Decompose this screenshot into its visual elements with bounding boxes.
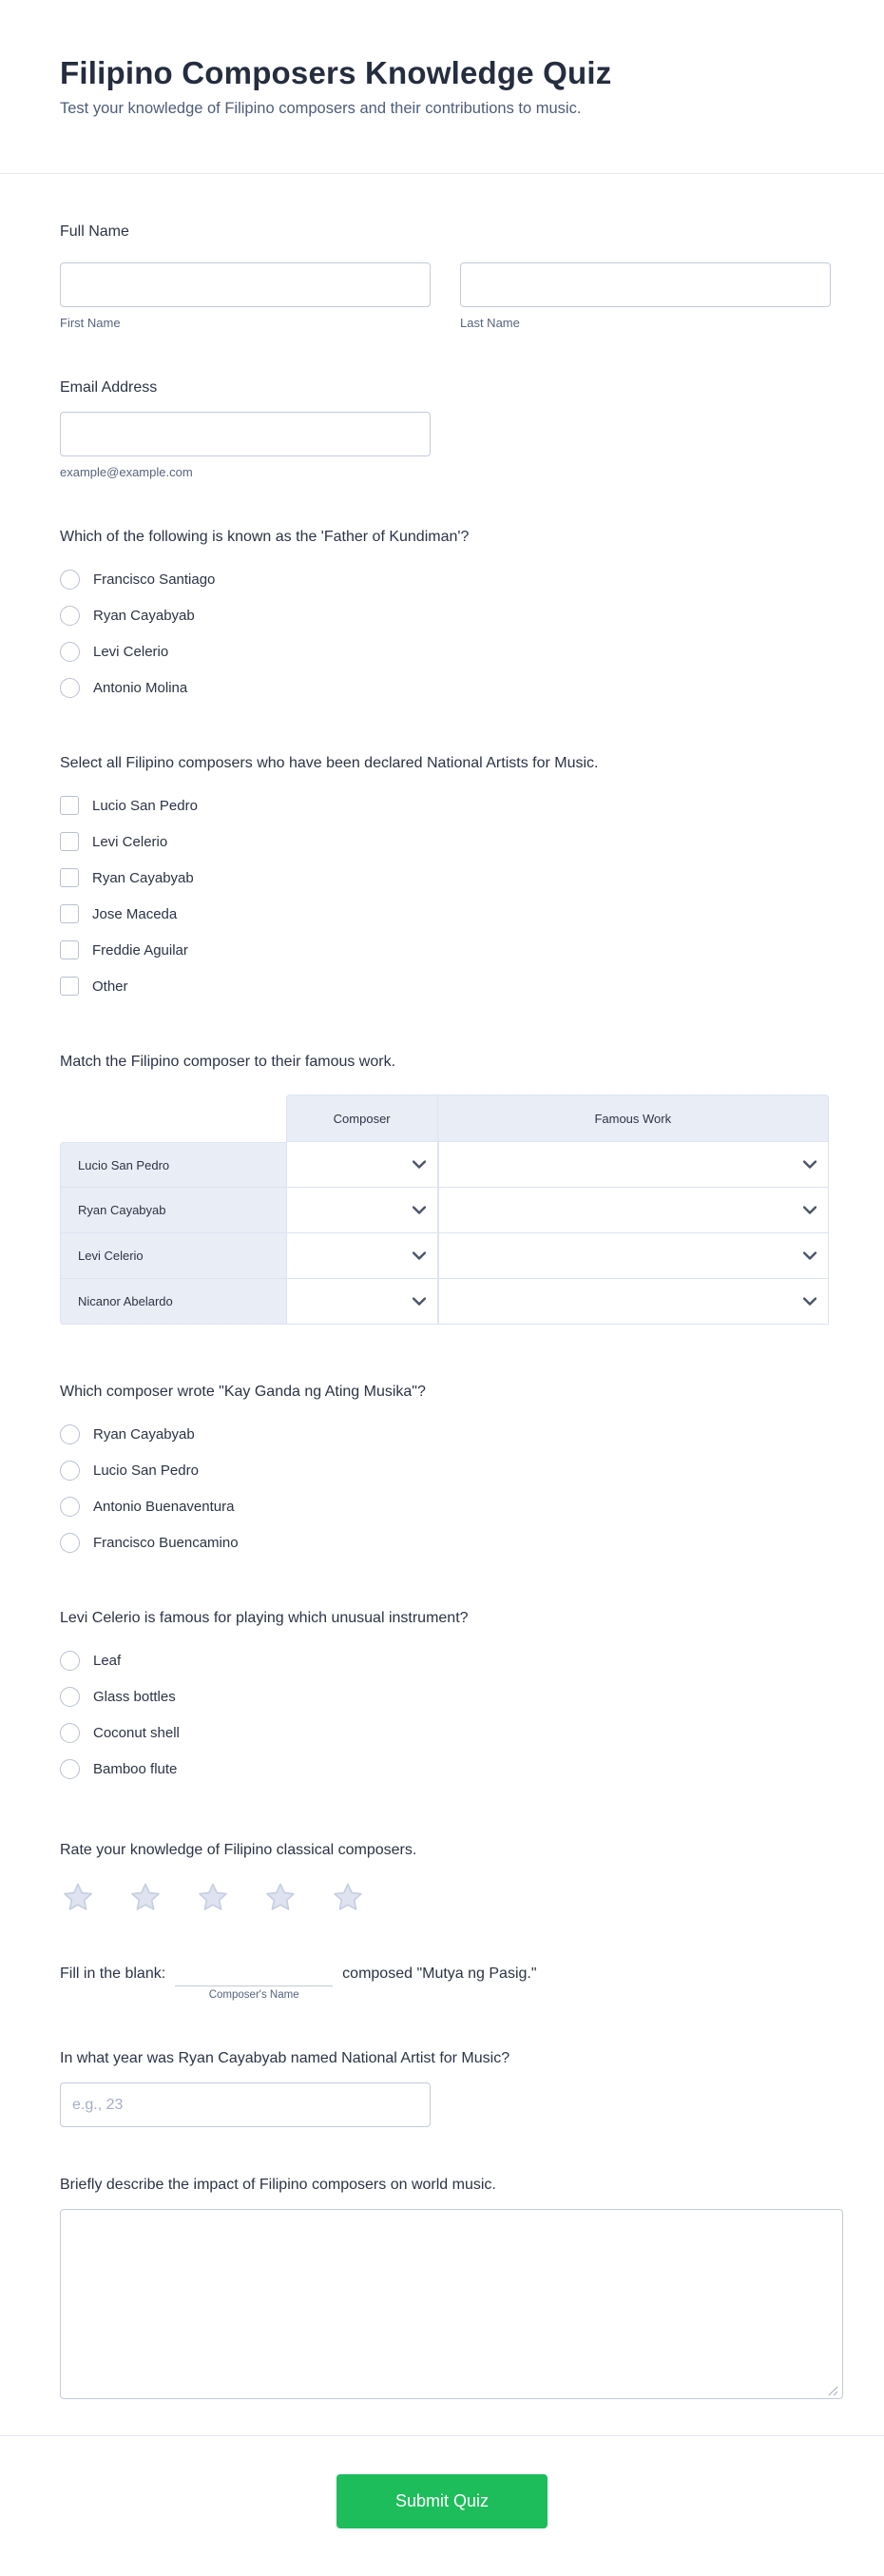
radio-icon[interactable] (60, 1687, 80, 1707)
composer-select[interactable] (286, 1142, 438, 1188)
matrix-row-header: Nicanor Abelardo (60, 1279, 286, 1325)
question-label: Which of the following is known as the 'Father of Kundiman'? (60, 529, 470, 545)
radio-option-label: Antonio Buenaventura (93, 1498, 235, 1515)
radio-option-label: Francisco Buencamino (93, 1534, 239, 1551)
checkbox-option[interactable] (60, 896, 829, 932)
question-kay-ganda (60, 1384, 829, 1560)
radio-option[interactable] (60, 633, 829, 669)
question-match-composer (60, 1054, 829, 1325)
question-fill-blank (60, 1966, 829, 2001)
checkbox-option[interactable] (60, 968, 829, 1004)
full-name-label: Full Name (60, 223, 129, 240)
chevron-down-icon (803, 1297, 817, 1306)
radio-option-label: Ryan Cayabyab (93, 607, 195, 624)
email-sublabel: example@example.com (60, 465, 193, 479)
question-label: Briefly describe the impact of Filipino composers on world music. (60, 2177, 496, 2193)
submit-bar (0, 2435, 884, 2576)
question-rating (60, 1842, 829, 1916)
checkbox-option[interactable] (60, 860, 829, 896)
fill-blank-suffix: composed "Mutya ng Pasig." (342, 1966, 537, 1982)
radio-option[interactable] (60, 1678, 829, 1714)
radio-icon[interactable] (60, 1461, 80, 1481)
submit-button[interactable]: Submit Quiz (336, 2474, 548, 2528)
email-field (60, 379, 829, 479)
famous-work-select[interactable] (438, 1188, 829, 1233)
star-rating (60, 1880, 829, 1916)
star-icon[interactable] (60, 1880, 96, 1916)
fill-blank-prefix: Fill in the blank: (60, 1966, 166, 1982)
chevron-down-icon (413, 1251, 426, 1260)
matrix-column-header: Famous Work (438, 1094, 829, 1142)
question-national-artists (60, 755, 829, 1004)
checkbox-option-label: Lucio San Pedro (92, 797, 198, 814)
radio-option-label: Glass bottles (93, 1688, 176, 1705)
chevron-down-icon (413, 1297, 426, 1306)
resize-handle-icon[interactable] (828, 2386, 838, 2396)
question-label: Select all Filipino composers who have been declared National Artists for Music. (60, 755, 599, 771)
star-icon[interactable] (330, 1880, 366, 1916)
chevron-down-icon (803, 1206, 817, 1214)
radio-option[interactable] (60, 1488, 829, 1524)
radio-icon[interactable] (60, 1497, 80, 1517)
checkbox-option-label: Jose Maceda (92, 905, 178, 922)
checkbox-icon[interactable] (60, 904, 79, 923)
chevron-down-icon (803, 1251, 817, 1260)
radio-icon[interactable] (60, 606, 80, 626)
first-name-input[interactable] (60, 262, 431, 307)
matrix-row-header: Lucio San Pedro (60, 1142, 286, 1188)
radio-icon[interactable] (60, 570, 80, 590)
year-input[interactable] (60, 2082, 431, 2127)
page-subtitle: Test your knowledge of Filipino composers and their contributions to music. (60, 100, 582, 117)
famous-work-select[interactable] (438, 1142, 829, 1188)
checkbox-icon[interactable] (60, 977, 79, 996)
last-name-input[interactable] (460, 262, 831, 307)
radio-option-label: Ryan Cayabyab (93, 1425, 195, 1443)
matrix-column-header: Composer (286, 1094, 438, 1142)
radio-icon[interactable] (60, 1424, 80, 1444)
checkbox-option-label: Other (92, 978, 128, 995)
checkbox-icon[interactable] (60, 832, 79, 851)
radio-option[interactable] (60, 1714, 829, 1751)
checkbox-option-label: Levi Celerio (92, 833, 168, 850)
chevron-down-icon (803, 1160, 817, 1169)
first-name-sublabel: First Name (60, 316, 121, 330)
radio-icon[interactable] (60, 1723, 80, 1743)
radio-option[interactable] (60, 1452, 829, 1488)
composer-select[interactable] (286, 1233, 438, 1279)
composer-select[interactable] (286, 1279, 438, 1325)
checkbox-option-label: Freddie Aguilar (92, 941, 188, 959)
question-label: Rate your knowledge of Filipino classical composers. (60, 1842, 417, 1858)
checkbox-option[interactable] (60, 932, 829, 968)
question-label: Match the Filipino composer to their famous work. (60, 1054, 396, 1070)
star-icon[interactable] (195, 1880, 231, 1916)
composer-select[interactable] (286, 1188, 438, 1233)
radio-option-label: Bamboo flute (93, 1760, 178, 1777)
question-label: Levi Celerio is famous for playing which unusual instrument? (60, 1610, 469, 1626)
radio-option-label: Coconut shell (93, 1724, 180, 1741)
page-title: Filipino Composers Knowledge Quiz (60, 55, 612, 90)
email-label: Email Address (60, 379, 158, 396)
famous-work-select[interactable] (438, 1279, 829, 1325)
radio-icon[interactable] (60, 1759, 80, 1779)
matrix-corner-cell (60, 1094, 286, 1142)
radio-option-label: Leaf (93, 1652, 122, 1669)
email-input[interactable] (60, 412, 431, 456)
radio-option[interactable] (60, 597, 829, 633)
form-header (0, 0, 884, 174)
last-name-sublabel: Last Name (460, 316, 520, 330)
checkbox-option[interactable] (60, 787, 829, 823)
radio-option[interactable] (60, 1416, 829, 1452)
radio-icon[interactable] (60, 678, 80, 698)
question-year (60, 2050, 829, 2127)
radio-icon[interactable] (60, 1533, 80, 1553)
full-name-field (60, 223, 829, 330)
question-label: Which composer wrote "Kay Ganda ng Ating Musika"? (60, 1384, 426, 1400)
star-icon[interactable] (262, 1880, 298, 1916)
radio-option[interactable] (60, 669, 829, 706)
checkbox-icon[interactable] (60, 940, 79, 959)
composer-name-sublabel: Composer's Name (208, 1989, 299, 2001)
radio-icon[interactable] (60, 642, 80, 662)
chevron-down-icon (413, 1160, 426, 1169)
radio-option[interactable] (60, 1751, 829, 1787)
question-label: In what year was Ryan Cayabyab named National Artist for Music? (60, 2050, 510, 2066)
matrix-row-header: Levi Celerio (60, 1233, 286, 1279)
impact-textarea[interactable] (60, 2209, 843, 2399)
radio-option[interactable] (60, 1524, 829, 1560)
question-father-kundiman (60, 529, 829, 706)
checkbox-option-label: Ryan Cayabyab (92, 869, 194, 886)
matrix-table (60, 1094, 829, 1325)
radio-option-label: Francisco Santiago (93, 571, 216, 588)
composer-name-input[interactable] (175, 1966, 333, 1986)
checkbox-icon[interactable] (60, 796, 79, 815)
radio-option[interactable] (60, 561, 829, 597)
chevron-down-icon (413, 1206, 426, 1214)
checkbox-option[interactable] (60, 823, 829, 860)
star-icon[interactable] (127, 1880, 163, 1916)
checkbox-icon[interactable] (60, 868, 79, 887)
radio-option-label: Lucio San Pedro (93, 1462, 199, 1479)
radio-option-label: Antonio Molina (93, 679, 188, 696)
question-instrument (60, 1610, 829, 1787)
radio-option[interactable] (60, 1642, 829, 1678)
radio-option-label: Levi Celerio (93, 643, 169, 660)
radio-icon[interactable] (60, 1651, 80, 1671)
question-impact (60, 2177, 829, 2404)
famous-work-select[interactable] (438, 1233, 829, 1279)
matrix-row-header: Ryan Cayabyab (60, 1188, 286, 1233)
